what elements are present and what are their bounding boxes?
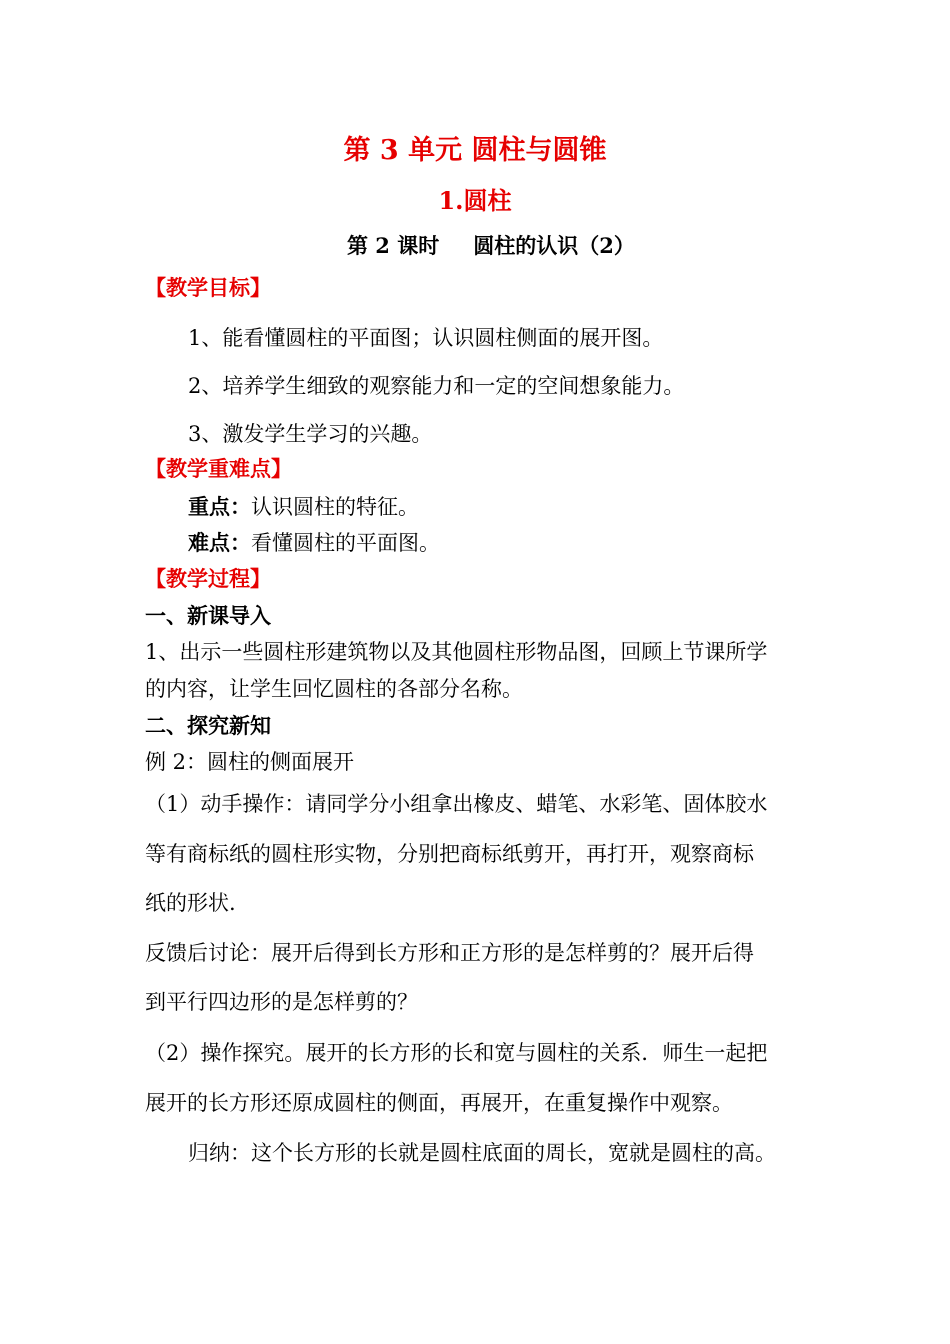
part1-line: 1、出示一些圆柱形建筑物以及其他圆柱形物品图，回顾上节课所学 <box>145 640 768 664</box>
difficulty-text: 看懂圆柱的平面图。 <box>251 531 440 555</box>
lesson-number: 第 2 课时 <box>347 233 440 258</box>
unit-title: 第 3 单元 圆柱与圆锥 <box>343 135 607 166</box>
lesson-heading <box>347 232 635 260</box>
lesson-title: 圆柱的认识（2） <box>473 233 635 258</box>
focus-text: 认识圆柱的特征。 <box>251 495 419 519</box>
focus-label: 重点： <box>188 494 251 519</box>
part1-heading: 一、新课导入 <box>145 603 271 628</box>
focus-line <box>188 493 419 521</box>
key-points-heading: 【教学重难点】 <box>145 456 292 481</box>
example-title: 例 2：圆柱的侧面展开 <box>145 750 355 774</box>
objective-item: 2、培养学生细致的观察能力和一定的空间想象能力。 <box>188 374 685 398</box>
step1-line: （1）动手操作：请同学分小组拿出橡皮、蜡笔、水彩笔、固体胶水 <box>145 792 768 816</box>
step1-line: 等有商标纸的圆柱形实物，分别把商标纸剪开，再打开，观察商标 <box>145 842 754 866</box>
step1-line: 纸的形状. <box>145 891 236 915</box>
difficulty-line <box>188 529 440 557</box>
process-heading: 【教学过程】 <box>145 566 271 591</box>
discussion-line: 到平行四边形的是怎样剪的？ <box>145 990 418 1014</box>
part1-line: 的内容，让学生回忆圆柱的各部分名称。 <box>145 677 523 701</box>
section-title: 1.圆柱 <box>438 186 512 215</box>
part2-heading: 二、探究新知 <box>145 713 271 738</box>
objectives-heading: 【教学目标】 <box>145 275 271 300</box>
objective-item: 3、激发学生学习的兴趣。 <box>188 422 433 446</box>
summary-line: 归纳：这个长方形的长就是圆柱底面的周长，宽就是圆柱的高。 <box>188 1141 776 1165</box>
objective-item: 1、能看懂圆柱的平面图；认识圆柱侧面的展开图。 <box>188 326 664 350</box>
step2-line: 展开的长方形还原成圆柱的侧面，再展开，在重复操作中观察。 <box>145 1091 733 1115</box>
step2-line: （2）操作探究。展开的长方形的长和宽与圆柱的关系．师生一起把 <box>145 1041 768 1065</box>
difficulty-label: 难点： <box>188 530 251 555</box>
discussion-line: 反馈后讨论：展开后得到长方形和正方形的是怎样剪的？展开后得 <box>145 941 754 965</box>
